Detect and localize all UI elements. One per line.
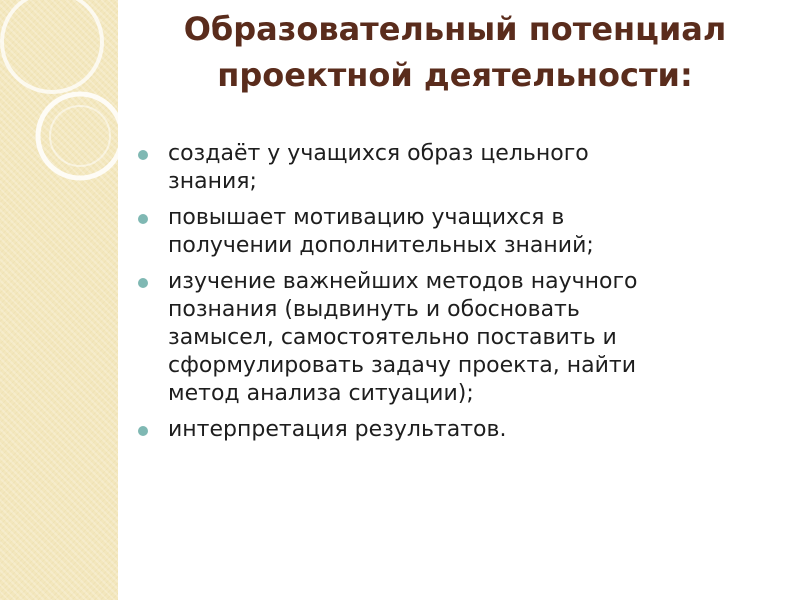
slide-title-line-1: Образовательный потенциал <box>183 10 727 48</box>
decorative-circle-top <box>2 0 102 92</box>
bullet-item <box>138 204 748 260</box>
bullet-text-line: замысел, самостоятельно поставить и <box>168 325 617 350</box>
bullet-dot-icon <box>138 150 148 160</box>
decorative-side-band <box>0 0 118 600</box>
bullet-item <box>138 140 748 196</box>
bullet-text-line: изучение важнейших методов научного <box>168 269 638 294</box>
bullet-dot-icon <box>138 426 148 436</box>
bullet-item <box>138 416 748 444</box>
bullet-text-line: познания (выдвинуть и обосновать <box>168 297 580 322</box>
slide-title <box>130 6 780 98</box>
bullet-text-line: сформулировать задачу проекта, найти <box>168 353 637 378</box>
bullet-text-line: метод анализа ситуации); <box>168 381 474 406</box>
bullet-text-line: повышает мотивацию учащихся в <box>168 205 565 230</box>
bullet-text-line: знания; <box>168 169 257 194</box>
bullet-text-line: создаёт у учащихся образ цельного <box>168 141 589 166</box>
decorative-circle-inner <box>50 106 110 166</box>
bullet-dot-icon <box>138 214 148 224</box>
bullet-list <box>138 140 748 452</box>
slide-title-line-2: проектной деятельности: <box>217 56 693 94</box>
bullet-text-line: получении дополнительных знаний; <box>168 233 594 258</box>
bullet-text-line: интерпретация результатов. <box>168 417 507 442</box>
bullet-item <box>138 268 748 408</box>
decorative-circles-icon <box>0 0 118 600</box>
bullet-dot-icon <box>138 278 148 288</box>
